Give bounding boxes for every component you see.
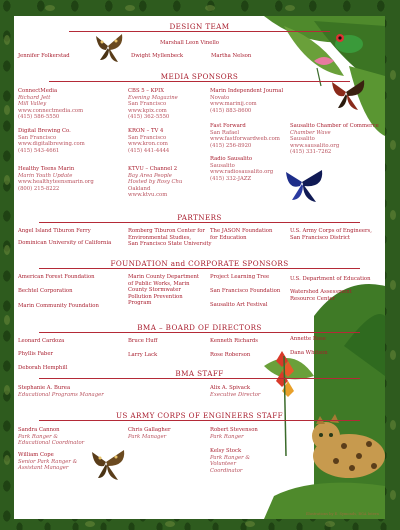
partners-heading: PARTNERS	[177, 213, 222, 222]
sponsor-healthy-teens: Healthy Teens Marin Marin Youth Update www.healthyteensmarin.org (800) 215-8222	[18, 166, 94, 192]
board-member: Larry Lack	[128, 352, 158, 358]
design-member: Jennifer Folkerstad	[18, 53, 70, 59]
design-member: Dwight Myllenbeck	[131, 53, 184, 59]
design-member: Marshall Leon Vinello	[160, 40, 219, 46]
board-member: Deborah Hemphill	[18, 365, 68, 371]
illustration-credit: Illustrations by E. Symonds, BGA Intern	[305, 512, 379, 516]
sponsor-connectmedia: ConnectMedia Richard Jett Mill Valley www.connectmedia.com (415) 586-5550	[18, 88, 84, 121]
divider	[49, 81, 350, 82]
foundation-item: Bechtel Corporation	[18, 288, 73, 294]
credits-page	[14, 16, 385, 519]
sponsor-radio-sausalito: Radio Sausalito Sausalito www.radiosausalito.org (415) 332-JAZZ	[210, 156, 274, 182]
partner-item: U.S. Army Corps of Engineers, San Francisco District	[290, 228, 372, 241]
board-member: Bruce Huff	[128, 338, 158, 344]
corps-member: Sandra Cannon Park Ranger & Educational Coordinator	[18, 427, 85, 447]
staff-heading: BMA STAFF	[175, 369, 224, 378]
butterfly-blue-icon	[286, 170, 322, 202]
divider	[69, 31, 330, 32]
board-member: Rose Roberson	[210, 352, 251, 358]
divider	[39, 268, 360, 269]
divider	[39, 332, 360, 333]
partner-item: Angel Island Tiburon Ferry	[18, 228, 91, 234]
sponsor-fast-forward: Fast Forward San Rafael www.fastforwardweb.com (415) 256-8920	[210, 123, 280, 149]
sponsor-digital-brewing: Digital Brewing Co. San Francisco www.digitalbrewing.com (415) 543-4661	[18, 128, 85, 154]
sponsor-sausalito-chamber: Sausalito Chamber of Commerce Chamber Wave Sausalito www.sausalito.org (415) 331-7262	[290, 123, 379, 156]
staff-member: Stephanie A. Burea Educational Programs Manager	[18, 385, 104, 398]
board-member: Annette Rose	[290, 336, 326, 342]
partner-item: Dominican University of California	[18, 240, 112, 246]
board-member: Phyllis Faber	[18, 351, 53, 357]
corps-member: Robert Stevenson Park Ranger	[210, 427, 258, 440]
jungle-ocelot-icon	[264, 284, 385, 519]
corps-member: William Cope Senior Park Ranger & Assistant Manager	[18, 452, 78, 472]
foundation-item: Watershed Assessment Resource Center	[290, 289, 352, 302]
sponsor-marin-ij: Marin Independent Journal Novato www.marinij.com (415) 883-8600	[210, 88, 284, 114]
design-team-heading: DESIGN TEAM	[169, 22, 230, 31]
divider	[39, 378, 360, 379]
corps-heading: US ARMY CORPS OF ENGINEERS STAFF	[115, 411, 284, 420]
corps-member: Kelsy Stock Park Ranger & Volunteer Coordinator	[210, 448, 251, 474]
divider	[39, 420, 360, 421]
foundation-item: Project Learning Tree	[210, 274, 270, 280]
corps-member: Chris Gallagher Park Manager	[128, 427, 171, 440]
sponsor-kron: KRON – TV 4 San Francisco www.kron.com (415) 441-4444	[128, 128, 170, 154]
foundation-item: Marin Community Foundation	[18, 303, 99, 309]
board-heading: BMA – BOARD OF DIRECTORS	[137, 323, 262, 332]
partner-item: The JASON Foundation for Education	[210, 228, 273, 241]
foundation-item: Sausalito Art Festival	[210, 302, 268, 308]
foundation-heading: FOUNDATION and CORPORATE SPONSORS	[110, 259, 289, 268]
foundation-item: U.S. Department of Education	[290, 276, 371, 282]
foundation-item: San Francisco Foundation	[210, 288, 281, 294]
board-member: Dana Whitson	[290, 350, 328, 356]
board-member: Kenneth Richards	[210, 338, 258, 344]
board-member: Leonard Cardoza	[18, 338, 65, 344]
partner-item: Romberg Tiburon Center for Environmental Studies, San Francisco State University	[128, 228, 212, 248]
design-member: Martha Nelson	[211, 53, 252, 59]
divider	[39, 222, 360, 223]
media-sponsors-heading: MEDIA SPONSORS	[160, 72, 239, 81]
foundation-item: Marin County Department of Public Works, Marin County Stormwater Pollution Prevention Program	[128, 274, 200, 307]
butterfly-bottom-left-icon	[92, 450, 124, 480]
sponsor-cbs: CBS 5 – KPIX Evening Magazine San Francisco www.kpix.com (415) 362-5550	[128, 88, 178, 121]
foundation-item: American Forest Foundation	[18, 274, 95, 280]
butterfly-top-left-icon	[96, 34, 122, 62]
sponsor-ktvu: KTVU – Channel 2 Bay Area People Hosted by Rosy Chu Oakland www.ktvu.com	[128, 166, 183, 199]
staff-member: Alix A. Spivack Executive Director	[210, 385, 261, 398]
